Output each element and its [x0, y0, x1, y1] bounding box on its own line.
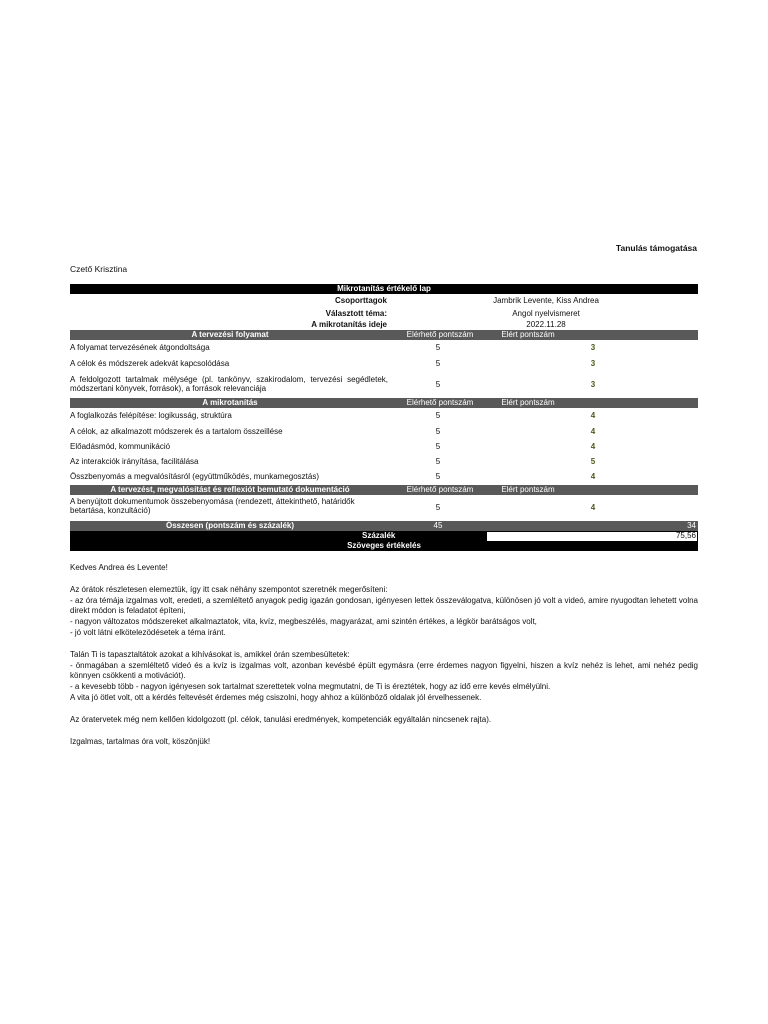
- section-header-documentation: [70, 485, 698, 495]
- info-label-date: A mikrotanítás ideje: [311, 320, 387, 329]
- criterion-score: 4: [590, 411, 596, 420]
- criterion-score: 4: [590, 442, 596, 451]
- page-header-title: Tanulás támogatása: [615, 243, 697, 253]
- letter-positive: - az óra témája izgalmas volt, eredeti, a szemléltető anyagok pedig igazán gondosan, igényesen lettek összeválogatva, különösen jó volt a videó, amire nyugodtan lehetett volna direkt módon is feladatot építeni,: [70, 595, 698, 616]
- criterion-max: 5: [435, 380, 441, 389]
- percent-value: 75,56: [675, 531, 696, 540]
- column-header-max: Elérhető pontszám: [406, 485, 474, 494]
- summary-row: [70, 521, 698, 531]
- letter-greeting: Kedves Andrea és Levente!: [70, 563, 168, 572]
- criterion-score: 3: [590, 343, 596, 352]
- criterion-text: Előadásmód, kommunikáció: [70, 442, 171, 451]
- section-title: A tervezést, megvalósítást és reflexiót bemutató dokumentáció: [110, 485, 350, 494]
- criterion-score: 3: [590, 380, 596, 389]
- criterion-text: Az interakciók irányítása, facilitálása: [70, 457, 199, 466]
- percent-row: [70, 531, 698, 541]
- sheet-title: Mikrotanítás értékelő lap: [70, 284, 698, 294]
- criterion-row: [70, 439, 698, 454]
- letter-challenge: - önmagában a szemléltető videó és a kvíz is izgalmas volt, azonban kevésbé épült egymásra (erre érdemes nagyon figyelni, hiszen a kvíz nehéz is lehet, ami nehéz pedig könnyen csökkenti a motivációt).: [70, 660, 698, 681]
- summary-max: 45: [433, 521, 443, 530]
- criterion-text: A folyamat tervezésének átgondoltsága: [70, 343, 210, 352]
- info-row-date: [70, 320, 698, 330]
- criterion-score: 5: [590, 457, 596, 466]
- criterion-row: [70, 340, 698, 356]
- criterion-score: 3: [590, 359, 596, 368]
- evaluation-letter: [70, 563, 698, 747]
- evaluation-sheet: [70, 284, 698, 551]
- criterion-max: 5: [435, 427, 441, 436]
- column-header-got: Elért pontszám: [501, 485, 555, 494]
- criterion-text: A foglalkozás felépítése: logikusság, struktúra: [70, 411, 232, 420]
- student-name: Czető Krisztina: [70, 264, 128, 274]
- criterion-score: 4: [590, 503, 596, 512]
- info-value-date: 2022.11.28: [526, 320, 566, 329]
- section-header-microteaching: [70, 398, 698, 408]
- column-header-got: Elért pontszám: [501, 330, 555, 339]
- info-label-group: Csoporttagok: [335, 296, 387, 305]
- criterion-max: 5: [435, 457, 441, 466]
- column-header-max: Elérhető pontszám: [406, 398, 474, 407]
- summary-score: 34: [687, 521, 696, 530]
- info-row-topic: [70, 307, 698, 320]
- letter-positive: - nagyon változatos módszereket alkalmaztatok, vita, kvíz, megbeszélés, magyarázat, ami szintén értékes, a légkör barátságos volt,: [70, 617, 537, 627]
- criterion-row: [70, 424, 698, 439]
- criterion-row: [70, 408, 698, 424]
- criterion-max: 5: [435, 359, 441, 368]
- column-header-max: Elérhető pontszám: [406, 330, 474, 339]
- text-eval-title: Szöveges értékelés: [70, 541, 698, 551]
- percent-label-cell: [70, 531, 487, 541]
- letter-positive: - jó volt látni elkötelezödésetek a téma iránt.: [70, 627, 226, 637]
- criterion-row: [70, 469, 698, 485]
- info-row-group: [70, 294, 698, 307]
- column-header-got: Elért pontszám: [501, 398, 555, 407]
- criterion-row: [70, 454, 698, 469]
- criterion-text: A benyújtott dokumentumok összebenyomása (rendezett, áttekinthető, határidők betartása, konzultáció): [70, 497, 355, 516]
- letter-closing: Izgalmas, tartalmas óra volt, köszönjük!: [70, 736, 211, 746]
- criterion-text: Összbenyomás a megvalósításról (együttműködés, munkamegosztás): [70, 472, 319, 481]
- criterion-max: 5: [435, 442, 441, 451]
- info-value-topic: Angol nyelvismeret: [512, 309, 580, 318]
- section-title: A mikrotanítás: [202, 398, 258, 407]
- criterion-max: 5: [435, 343, 441, 352]
- criterion-score: 4: [590, 472, 596, 481]
- letter-challenge: A vita jó ötlet volt, ott a kérdés feltevését érdemes még csiszolni, hogy ahhoz a különböző oldalak jól érvelhessenek.: [70, 692, 482, 702]
- criterion-max: 5: [435, 503, 441, 512]
- criterion-score: 4: [590, 427, 596, 436]
- percent-cell: [487, 531, 698, 542]
- percent-label: Százalék: [362, 531, 396, 540]
- criterion-max: 5: [435, 472, 441, 481]
- letter-challenge: - a kevesebb több - nagyon igényesen sok tartalmat szerettetek volna megmutatni, de Ti is éreztétek, hogy az idő erre kevés elmélyülni.: [70, 682, 551, 692]
- criterion-row: [70, 495, 698, 521]
- criterion-text: A célok, az alkalmazott módszerek és a tartalom összeillése: [70, 427, 283, 436]
- section-title: A tervezési folyamat: [191, 330, 269, 339]
- criterion-row: [70, 372, 698, 398]
- letter-plans: Az óratervetek még nem kellően kidolgozott (pl. célok, tanulási eredmények, kompetenciák egyáltalán nincsenek rajta).: [70, 714, 492, 724]
- criterion-max: 5: [435, 411, 441, 420]
- criterion-row: [70, 356, 698, 372]
- criterion-text: A célok és módszerek adekvát kapcsolódása: [70, 359, 230, 368]
- info-label-topic: Választott téma:: [325, 309, 387, 318]
- section-header-planning: [70, 330, 698, 340]
- criterion-text: A feldolgozott tartalmak mélysége (pl. tankönyv, szakirodalom, tervezési segédletek, módszertani könyvek, források), a források relevanciája: [70, 375, 388, 394]
- summary-label: Összesen (pontszám és százalék): [165, 521, 295, 530]
- letter-intro: Az órátok részletesen elemeztük, így itt csak néhány szempontot szeretnék megerősíteni:: [70, 584, 388, 594]
- info-value-group: Jambrik Levente, Kiss Andrea: [493, 296, 599, 305]
- letter-intro-challenges: Talán Ti is tapasztaltátok azokat a kihívásokat is, amikkel órán szembesültetek:: [70, 649, 350, 659]
